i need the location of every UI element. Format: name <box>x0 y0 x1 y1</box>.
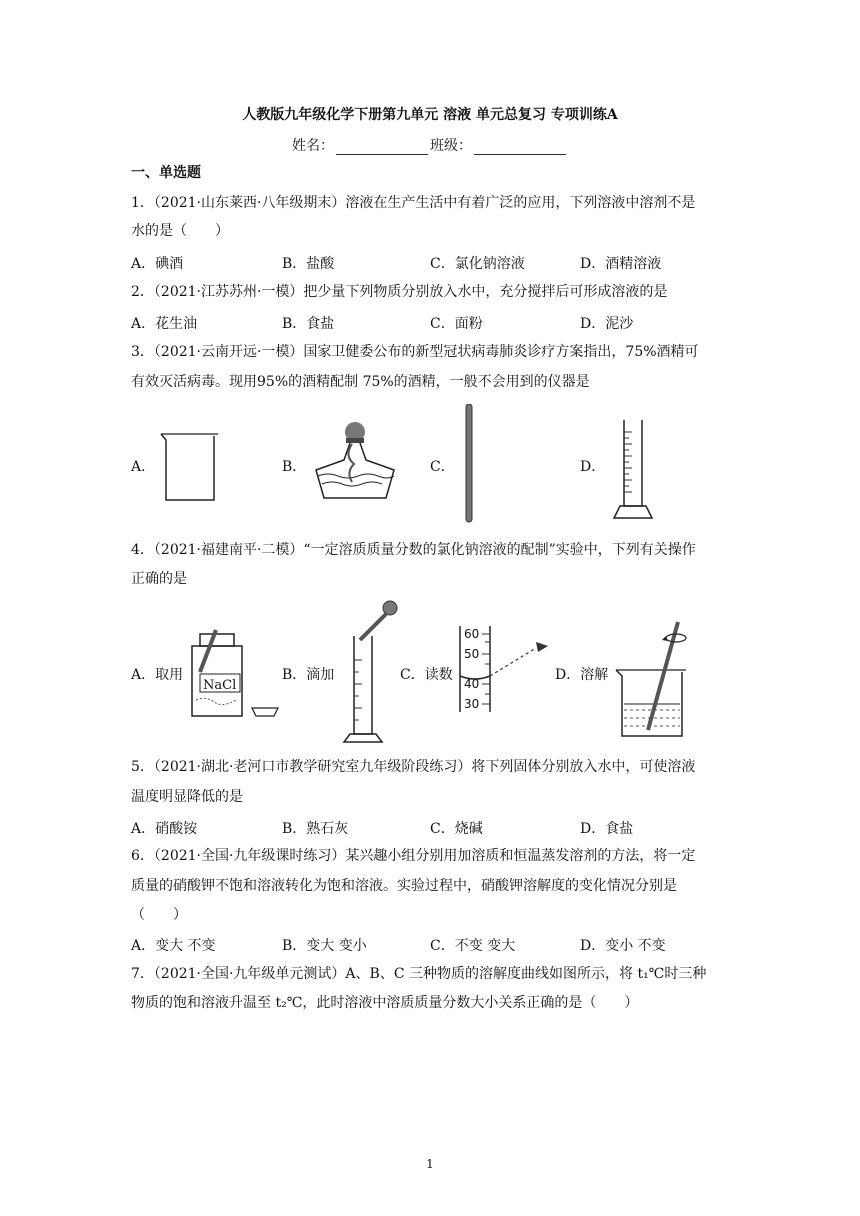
q5-text-line2: 温度明显降低的是 <box>131 789 243 805</box>
tick-label-50: 50 <box>464 647 480 661</box>
q1-option-d[interactable]: D．酒精溶液 <box>580 256 662 272</box>
q3-option-a[interactable]: A． <box>131 459 156 475</box>
q7-text-line1: 7．（2021·全国·九年级单元测试）A、B、C 三种物质的溶解度曲线如图所示，将 t₁℃时三种 <box>131 966 707 982</box>
q6-option-c[interactable]: C．不变 变大 <box>430 938 516 954</box>
q5-option-c[interactable]: C．烧碱 <box>430 821 483 837</box>
q6-option-b[interactable]: B．变大 变小 <box>282 938 367 954</box>
class-blank[interactable] <box>474 140 566 155</box>
q2-option-d[interactable]: D．泥沙 <box>580 316 634 332</box>
reagent-bottle-icon <box>186 628 282 720</box>
tick-label-40: 40 <box>464 677 480 691</box>
q6-text-line3: （ ） <box>131 907 187 923</box>
alcohol-lamp-icon <box>308 420 400 502</box>
q6-option-a[interactable]: A．变大 不变 <box>131 938 216 954</box>
tick-label-60: 60 <box>464 627 480 641</box>
q2-option-b[interactable]: B．食盐 <box>282 316 335 332</box>
q2-option-a[interactable]: A．花生油 <box>131 316 198 332</box>
beaker-icon <box>158 430 220 504</box>
stirring-beaker-icon <box>612 618 692 740</box>
q1-text-line1: 1．（2021·山东莱西·八年级期末）溶液在生产生活中有着广泛的应用，下列溶液中溶剂不是 <box>131 195 696 211</box>
q3-option-c[interactable]: C． <box>430 459 455 475</box>
class-label: 班级： <box>430 138 472 154</box>
q1-option-a[interactable]: A．碘酒 <box>131 256 184 272</box>
cylinder-reading-icon <box>456 624 556 714</box>
page-number: 1 <box>426 1157 434 1171</box>
dropper-cylinder-icon <box>334 600 400 744</box>
q3-text-line2: 有效灭活病毒。现用95%的酒精配制 75%的酒精，一般不会用到的仪器是 <box>131 374 590 390</box>
tick-label-30: 30 <box>464 697 480 711</box>
name-label: 姓名： <box>292 138 334 154</box>
q4-text-line1: 4．（2021·福建南平·二模）“一定溶质质量分数的氯化钠溶液的配制”实验中，下列有关操作 <box>131 542 696 558</box>
q1-option-b[interactable]: B．盐酸 <box>282 256 335 272</box>
q3-option-b[interactable]: B． <box>282 459 307 475</box>
glass-rod-icon <box>462 404 476 524</box>
q4-text-line2: 正确的是 <box>131 571 187 587</box>
q6-text-line2: 质量的硝酸钾不饱和溶液转化为饱和溶液。实验过程中，硝酸钾溶解度的变化情况分别是 <box>131 878 677 894</box>
page-title: 人教版九年级化学下册第九单元 溶液 单元总复习 专项训练A <box>242 107 618 123</box>
q3-text-line1: 3．（2021·云南开远·一模）国家卫健委公布的新型冠状病毒肺炎诊疗方案指出，75%酒精可 <box>131 344 699 360</box>
nacl-label: NaCl <box>203 678 237 693</box>
q6-option-d[interactable]: D．变小 不变 <box>580 938 666 954</box>
q6-text-line1: 6．（2021·全国·九年级课时练习）某兴趣小组分别用加溶质和恒温蒸发溶剂的方法，将一定 <box>131 848 696 864</box>
q4-option-c[interactable]: C．读数 <box>400 667 453 683</box>
q3-option-d[interactable]: D． <box>580 459 606 475</box>
name-blank[interactable] <box>336 140 428 155</box>
q4-option-a[interactable]: A．取用 <box>131 667 184 683</box>
q1-text-line2: 水的是（ ） <box>131 223 229 239</box>
name-class-row <box>0 135 860 155</box>
q5-option-a[interactable]: A．硝酸铵 <box>131 821 198 837</box>
q4-option-b[interactable]: B．滴加 <box>282 667 335 683</box>
q5-text-line1: 5．（2021·湖北·老河口市教学研究室九年级阶段练习）将下列固体分别放入水中，可使溶液 <box>131 759 696 775</box>
q5-option-b[interactable]: B．熟石灰 <box>282 821 349 837</box>
q5-option-d[interactable]: D．食盐 <box>580 821 634 837</box>
section-heading: 一、单选题 <box>131 165 201 181</box>
graduated-cylinder-icon <box>608 418 658 522</box>
q7-text-line2: 物质的饱和溶液升温至 t₂℃，此时溶液中溶质质量分数大小关系正确的是（ ） <box>131 995 639 1011</box>
q4-option-d[interactable]: D．溶解 <box>555 667 609 683</box>
q2-option-c[interactable]: C．面粉 <box>430 316 483 332</box>
q2-text-line1: 2．（2021·江苏苏州·一模）把少量下列物质分别放入水中，充分搅拌后可形成溶液的是 <box>131 284 668 300</box>
q1-option-c[interactable]: C．氯化钠溶液 <box>430 256 525 272</box>
